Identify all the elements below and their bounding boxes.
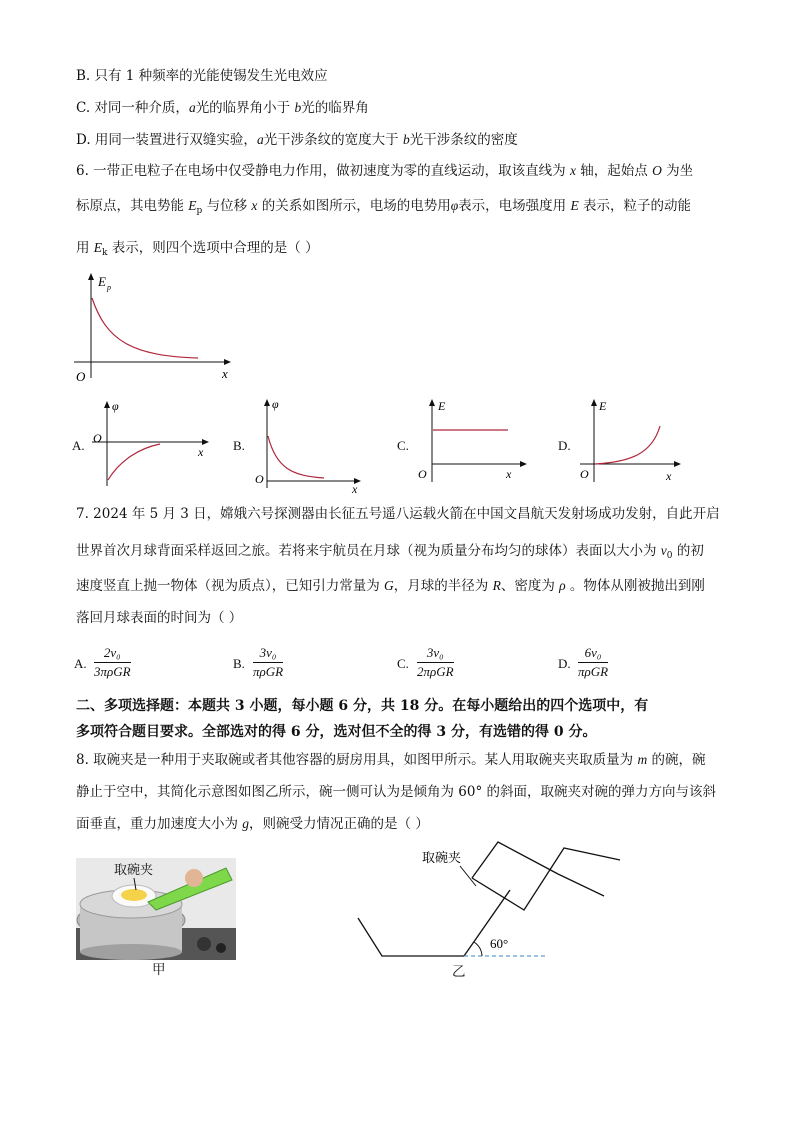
phi-curve (108, 444, 160, 480)
xlabel: x (352, 482, 358, 496)
ylabel-sub: p (107, 283, 111, 292)
q6-option-a-label[interactable]: A. (72, 438, 85, 453)
ylabel: φ (112, 399, 119, 413)
q6-stem-line-2: 标原点，其电势能 $E_p$ 与位移 x 的关系如图所示，电场的电势用φ表示，电场强度用 E 表示，粒子的动能 (76, 198, 692, 216)
q8-stem-line-2: 静止于空中，其简化示意图如图乙所示，碗一侧可认为是倾角为 60° 的斜面，取碗夹对碗的弹力方向与该斜 (76, 784, 717, 800)
origin-label: O (580, 467, 589, 481)
origin-label: O (76, 369, 86, 384)
q7-option-b-label[interactable]: B. (233, 656, 245, 671)
clamp-handle (558, 874, 604, 896)
q7-option-b-fraction[interactable]: 3v₀ πρGR (253, 645, 284, 679)
angle-label: 60° (490, 936, 509, 951)
ylabel: E (438, 399, 446, 413)
photo-caption: 甲 (152, 962, 166, 978)
xlabel: x (506, 467, 512, 481)
q6-option-b-label[interactable]: B. (233, 438, 245, 453)
q6-stem-line-1: 6. 一带正电粒子在电场中仅受静电力作用，做初速度为零的直线运动，取该直线为 x 轴，起始点 O 为坐 (76, 163, 694, 179)
q7-option-a-label[interactable]: A. (74, 656, 87, 671)
phi-curve (268, 436, 324, 478)
angle-arc (474, 942, 482, 956)
q6-ep-graph (66, 268, 246, 388)
q7-stem-line-1: 7. 2024 年 5 月 3 日，嫦娥六号探测器由长征五号遥八运载火箭在中国文昌航天发射场成功发射，自此开启 (76, 506, 720, 522)
e-curve (595, 426, 660, 464)
q7-option-c-label[interactable]: C. (397, 656, 409, 671)
origin-label: O (255, 472, 264, 486)
section-2-heading-line-1: 二、多项选择题：本题共 3 小题，每小题 6 分，共 18 分。在每小题给出的四个选项中，有 (76, 698, 649, 714)
q7-stem-line-2: 世界首次月球背面采样返回之旅。若将来宇航员在月球（视为质量分布均匀的球体）表面以大小为 $v_0$ 的初 (76, 543, 704, 561)
q6-option-d-label[interactable]: D. (558, 438, 571, 453)
q7-option-d-label[interactable]: D. (558, 656, 571, 671)
ylabel: φ (272, 397, 279, 411)
q8-photo-jia (76, 858, 236, 960)
q5-option-d: D. 用同一装置进行双缝实验，a光干涉条纹的宽度大于 b光干涉条纹的密度 (76, 132, 518, 148)
xlabel: x (666, 469, 672, 483)
q7-option-a-fraction[interactable]: 2v₀ 3πρGR (94, 645, 131, 679)
ep-curve (92, 298, 198, 358)
origin-label: O (418, 467, 427, 481)
bowl-outline (358, 918, 464, 956)
xlabel: x (222, 366, 228, 381)
q6-option-c-graph[interactable] (414, 396, 534, 488)
q5-option-b: B. 只有 1 种频率的光能使锡发生光电效应 (76, 68, 328, 84)
diagram-label: 取碗夹 (422, 850, 462, 865)
q6-option-b-graph[interactable] (252, 396, 372, 496)
q7-option-c-fraction[interactable]: 3v₀ 2πρGR (417, 645, 454, 679)
clamp-arm-lower (472, 842, 558, 878)
q8-diagram-yi (352, 838, 632, 966)
q7-option-d-fraction[interactable]: 6v₀ πρGR (578, 645, 609, 679)
ylabel: E (98, 274, 106, 289)
q6-option-c-label[interactable]: C. (397, 438, 409, 453)
q5-option-c: C. 对同一种介质，a光的临界角小于 b光的临界角 (76, 100, 369, 116)
ylabel: E (599, 399, 607, 413)
origin-label: O (93, 431, 102, 445)
xlabel: x (198, 445, 204, 459)
q7-stem-line-3: 速度竖直上抛一物体（视为质点），已知引力常量为 G，月球的半径为 R、密度为 ρ 。物体从刚被抛出到刚 (76, 578, 705, 594)
q7-stem-line-4: 落回月球表面的时间为（ ） (76, 610, 243, 626)
photo-label: 取碗夹 (114, 862, 154, 877)
q6-stem-line-3: 用 $E_k$ 表示，则四个选项中合理的是（ ） (76, 240, 319, 258)
diagram-caption: 乙 (452, 964, 466, 980)
q8-stem-line-3: 面垂直，重力加速度大小为 g，则碗受力情况正确的是（ ） (76, 816, 429, 832)
q6-option-d-graph[interactable] (574, 396, 686, 488)
clamp-arm-upper (472, 848, 620, 910)
section-2-heading-line-2: 多项符合题目要求。全部选对的得 6 分，选对但不全的得 3 分，有选错的得 0 分。 (76, 724, 597, 740)
q8-stem-line-1: 8. 取碗夹是一种用于夹取碗或者其他容器的厨房用具，如图甲所示。某人用取碗夹夹取质量为 m 的碗，碗 (76, 752, 706, 768)
q6-option-a-graph[interactable] (88, 398, 218, 490)
